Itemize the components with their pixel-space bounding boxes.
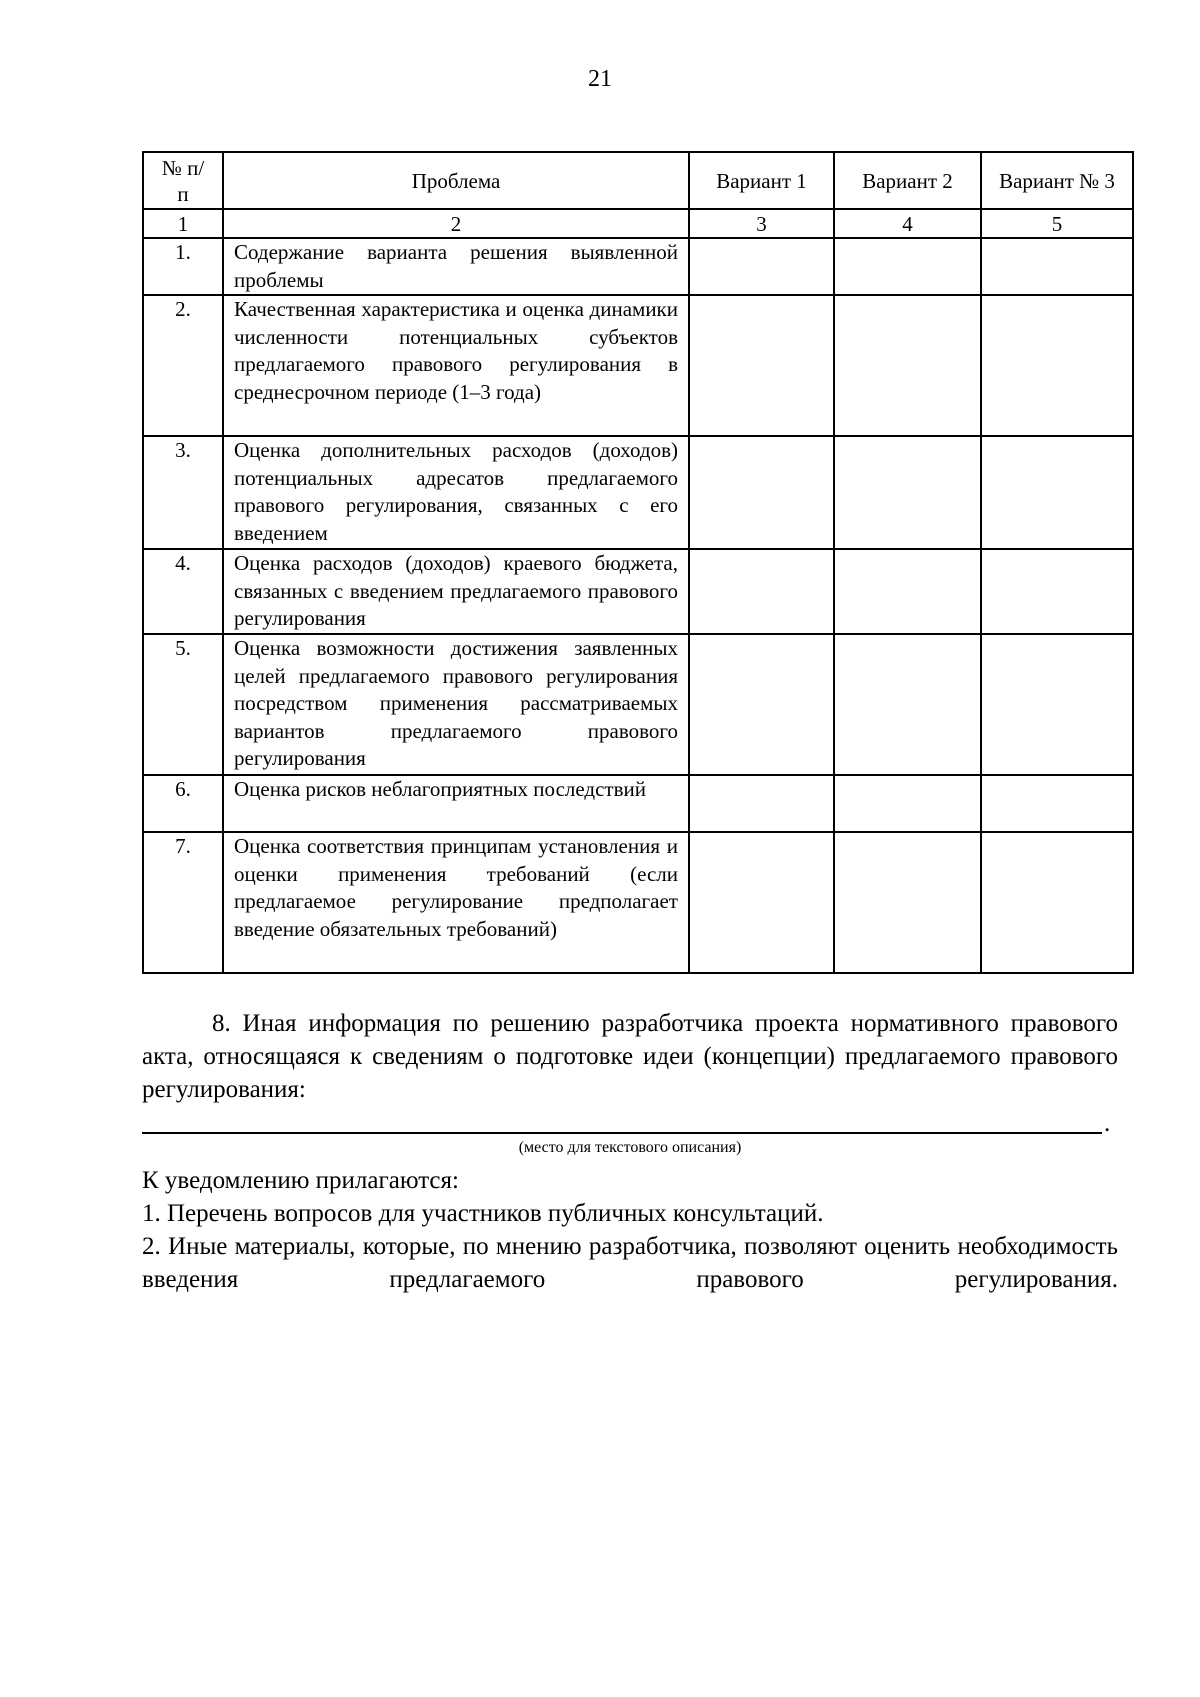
table-row (143, 295, 1133, 436)
row-problem: Оценка дополнительных расходов (доходов) потенциальных адресатов предлагаемого правового регулирования, связанных с его введением (223, 436, 689, 549)
column-index: 2 (223, 209, 689, 238)
variant-1-cell (689, 436, 834, 549)
row-number: 6. (143, 775, 223, 832)
header-variant-2: Вариант 2 (834, 152, 981, 209)
row-number: 7. (143, 832, 223, 973)
table-row (143, 634, 1133, 775)
variant-2-cell (834, 295, 981, 436)
page-number: 21 (588, 66, 612, 92)
variant-1-cell (689, 634, 834, 775)
attachments-heading: К уведомлению прилагаются: (142, 1167, 459, 1194)
header-variant-1: Вариант 1 (689, 152, 834, 209)
header-problem: Проблема (223, 152, 689, 209)
column-index: 3 (689, 209, 834, 238)
row-number: 4. (143, 549, 223, 634)
row-problem: Оценка возможности достижения заявленных целей предлагаемого правового регулирования посредством применения рассматриваемых вариантов предлагаемого правового регулирования (223, 634, 689, 775)
row-number: 2. (143, 295, 223, 436)
variant-3-cell (981, 832, 1133, 973)
row-number: 5. (143, 634, 223, 775)
variant-2-cell (834, 634, 981, 775)
row-problem: Оценка рисков неблагоприятных последствий (223, 775, 689, 832)
variant-3-cell (981, 549, 1133, 634)
variant-3-cell (981, 775, 1133, 832)
row-problem: Содержание варианта решения выявленной проблемы (223, 238, 689, 295)
header-variant-3: Вариант № 3 (981, 152, 1133, 209)
variant-2-cell (834, 436, 981, 549)
variant-1-cell (689, 295, 834, 436)
row-problem: Качественная характеристика и оценка динамики численности потенциальных субъектов предлагаемого правового регулирования в среднесрочном периоде (1–3 года) (223, 295, 689, 436)
table-row (143, 549, 1133, 634)
options-table (142, 151, 1134, 974)
column-index-row (143, 209, 1133, 238)
row-problem: Оценка соответствия принципам установления и оценки применения требований (если предлагаемое регулирование предполагает введение обязательных требований) (223, 832, 689, 973)
row-number: 1. (143, 238, 223, 295)
variant-1-cell (689, 832, 834, 973)
column-index: 1 (143, 209, 223, 238)
row-problem: Оценка расходов (доходов) краевого бюджета, связанных с введением предлагаемого правового регулирования (223, 549, 689, 634)
variant-1-cell (689, 238, 834, 295)
blank-caption: (место для текстового описания) (518, 1139, 742, 1156)
variant-2-cell (834, 549, 981, 634)
row-number: 3. (143, 436, 223, 549)
variant-3-cell (981, 238, 1133, 295)
attachment-item-2: 2. Иные материалы, которые, по мнению разработчика, позволяют оценить необходимость введения предлагаемого правового регулирования. (142, 1233, 1118, 1293)
variant-3-cell (981, 295, 1133, 436)
text-description-blank (142, 1132, 1102, 1134)
variant-3-cell (981, 634, 1133, 775)
table-row (143, 832, 1133, 973)
table-row (143, 775, 1133, 832)
attachment-item-1: 1. Перечень вопросов для участников публичных консультаций. (142, 1200, 824, 1227)
variant-3-cell (981, 436, 1133, 549)
variant-2-cell (834, 238, 981, 295)
variant-2-cell (834, 832, 981, 973)
blank-line-period: . (1104, 1110, 1111, 1137)
column-index: 5 (981, 209, 1133, 238)
column-index: 4 (834, 209, 981, 238)
table-row (143, 436, 1133, 549)
section-8-paragraph: 8. Иная информация по решению разработчика проекта нормативного правового акта, относящаяся к сведениям о подготовке идеи (концепции) предлагаемого правового регулирования: (142, 1010, 1118, 1103)
variant-2-cell (834, 775, 981, 832)
variant-1-cell (689, 775, 834, 832)
table-row (143, 238, 1133, 295)
header-num: № п/п (143, 152, 223, 209)
table-header-row (143, 152, 1133, 209)
variant-1-cell (689, 549, 834, 634)
